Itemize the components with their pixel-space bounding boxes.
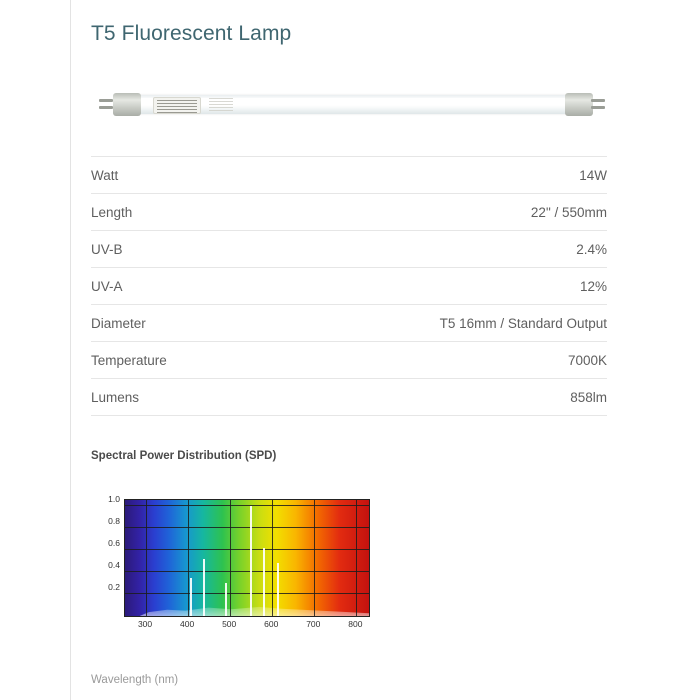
axis-tick-label: 0.4 xyxy=(108,559,120,570)
grid-line-vertical xyxy=(188,500,189,616)
lamp-pin-icon xyxy=(99,99,113,102)
lamp-pin-icon xyxy=(99,106,113,109)
spec-value: 7000K xyxy=(252,342,607,379)
grid-line-vertical xyxy=(146,500,147,616)
spec-key: Length xyxy=(91,194,252,231)
spec-key: Lumens xyxy=(91,379,252,416)
table-row xyxy=(91,268,607,305)
axis-tick-label: 600 xyxy=(264,619,279,629)
axis-tick-label: 1.0 xyxy=(108,493,120,504)
spec-key: Diameter xyxy=(91,305,252,342)
spd-chart xyxy=(91,482,392,657)
spd-emission-peak xyxy=(190,578,192,616)
axis-tick-label: 0.2 xyxy=(108,581,120,592)
spec-key: UV-B xyxy=(91,231,252,268)
spec-value: T5 16mm / Standard Output xyxy=(252,305,607,342)
spd-emission-peak xyxy=(225,583,227,616)
axis-tick-label: 300 xyxy=(137,619,153,629)
axis-tick-label: 500 xyxy=(222,619,237,629)
grid-line-horizontal xyxy=(125,571,369,572)
spd-y-axis-labels xyxy=(94,493,122,621)
spd-plot-area xyxy=(124,499,370,617)
spec-value: 12% xyxy=(252,268,607,305)
table-row xyxy=(91,157,607,194)
lamp-end-cap-right-icon xyxy=(565,93,593,116)
spec-value: 2.4% xyxy=(252,231,607,268)
spd-heading: Spectral Power Distribution (SPD) xyxy=(91,450,277,462)
table-row xyxy=(91,305,607,342)
spec-key: Watt xyxy=(91,157,252,194)
spd-emission-peak xyxy=(203,559,205,616)
spd-emission-peak xyxy=(263,548,265,616)
grid-line-horizontal xyxy=(125,593,369,594)
spec-value: 22" / 550mm xyxy=(252,194,607,231)
table-row xyxy=(91,379,607,416)
grid-line-vertical xyxy=(272,500,273,616)
spd-axis-caption: Wavelength (nm) xyxy=(91,674,179,686)
spec-key: UV-A xyxy=(91,268,252,305)
grid-line-horizontal xyxy=(125,527,369,528)
lamp-pin-icon xyxy=(591,106,605,109)
spd-continuum-band xyxy=(140,602,369,616)
grid-line-horizontal xyxy=(125,505,369,506)
spec-table xyxy=(91,156,607,416)
axis-tick-label: 400 xyxy=(180,619,195,629)
table-row xyxy=(91,231,607,268)
spec-key: Temperature xyxy=(91,342,252,379)
spec-value: 14W xyxy=(252,157,607,194)
spd-emission-peak xyxy=(250,506,252,616)
grid-line-vertical xyxy=(230,500,231,616)
axis-tick-label: 0.6 xyxy=(108,537,120,548)
spd-emission-peak xyxy=(277,563,279,616)
lamp-pin-icon xyxy=(591,99,605,102)
axis-tick-label: 700 xyxy=(306,619,321,629)
spd-x-axis-labels xyxy=(124,619,370,633)
lamp-illustration xyxy=(91,80,607,130)
spec-value: 858lm xyxy=(252,379,607,416)
lamp-printed-label-icon xyxy=(153,97,201,114)
spec-table-body xyxy=(91,157,607,416)
grid-line-vertical xyxy=(356,500,357,616)
lamp-end-cap-left-icon xyxy=(113,93,141,116)
axis-tick-label: 800 xyxy=(348,619,363,629)
table-row xyxy=(91,342,607,379)
axis-tick-label: 0.8 xyxy=(108,515,120,526)
table-row xyxy=(91,194,607,231)
lamp-marking-icon xyxy=(209,98,233,111)
grid-line-vertical xyxy=(314,500,315,616)
page-title: T5 Fluorescent Lamp xyxy=(91,22,292,45)
grid-line-horizontal xyxy=(125,549,369,550)
